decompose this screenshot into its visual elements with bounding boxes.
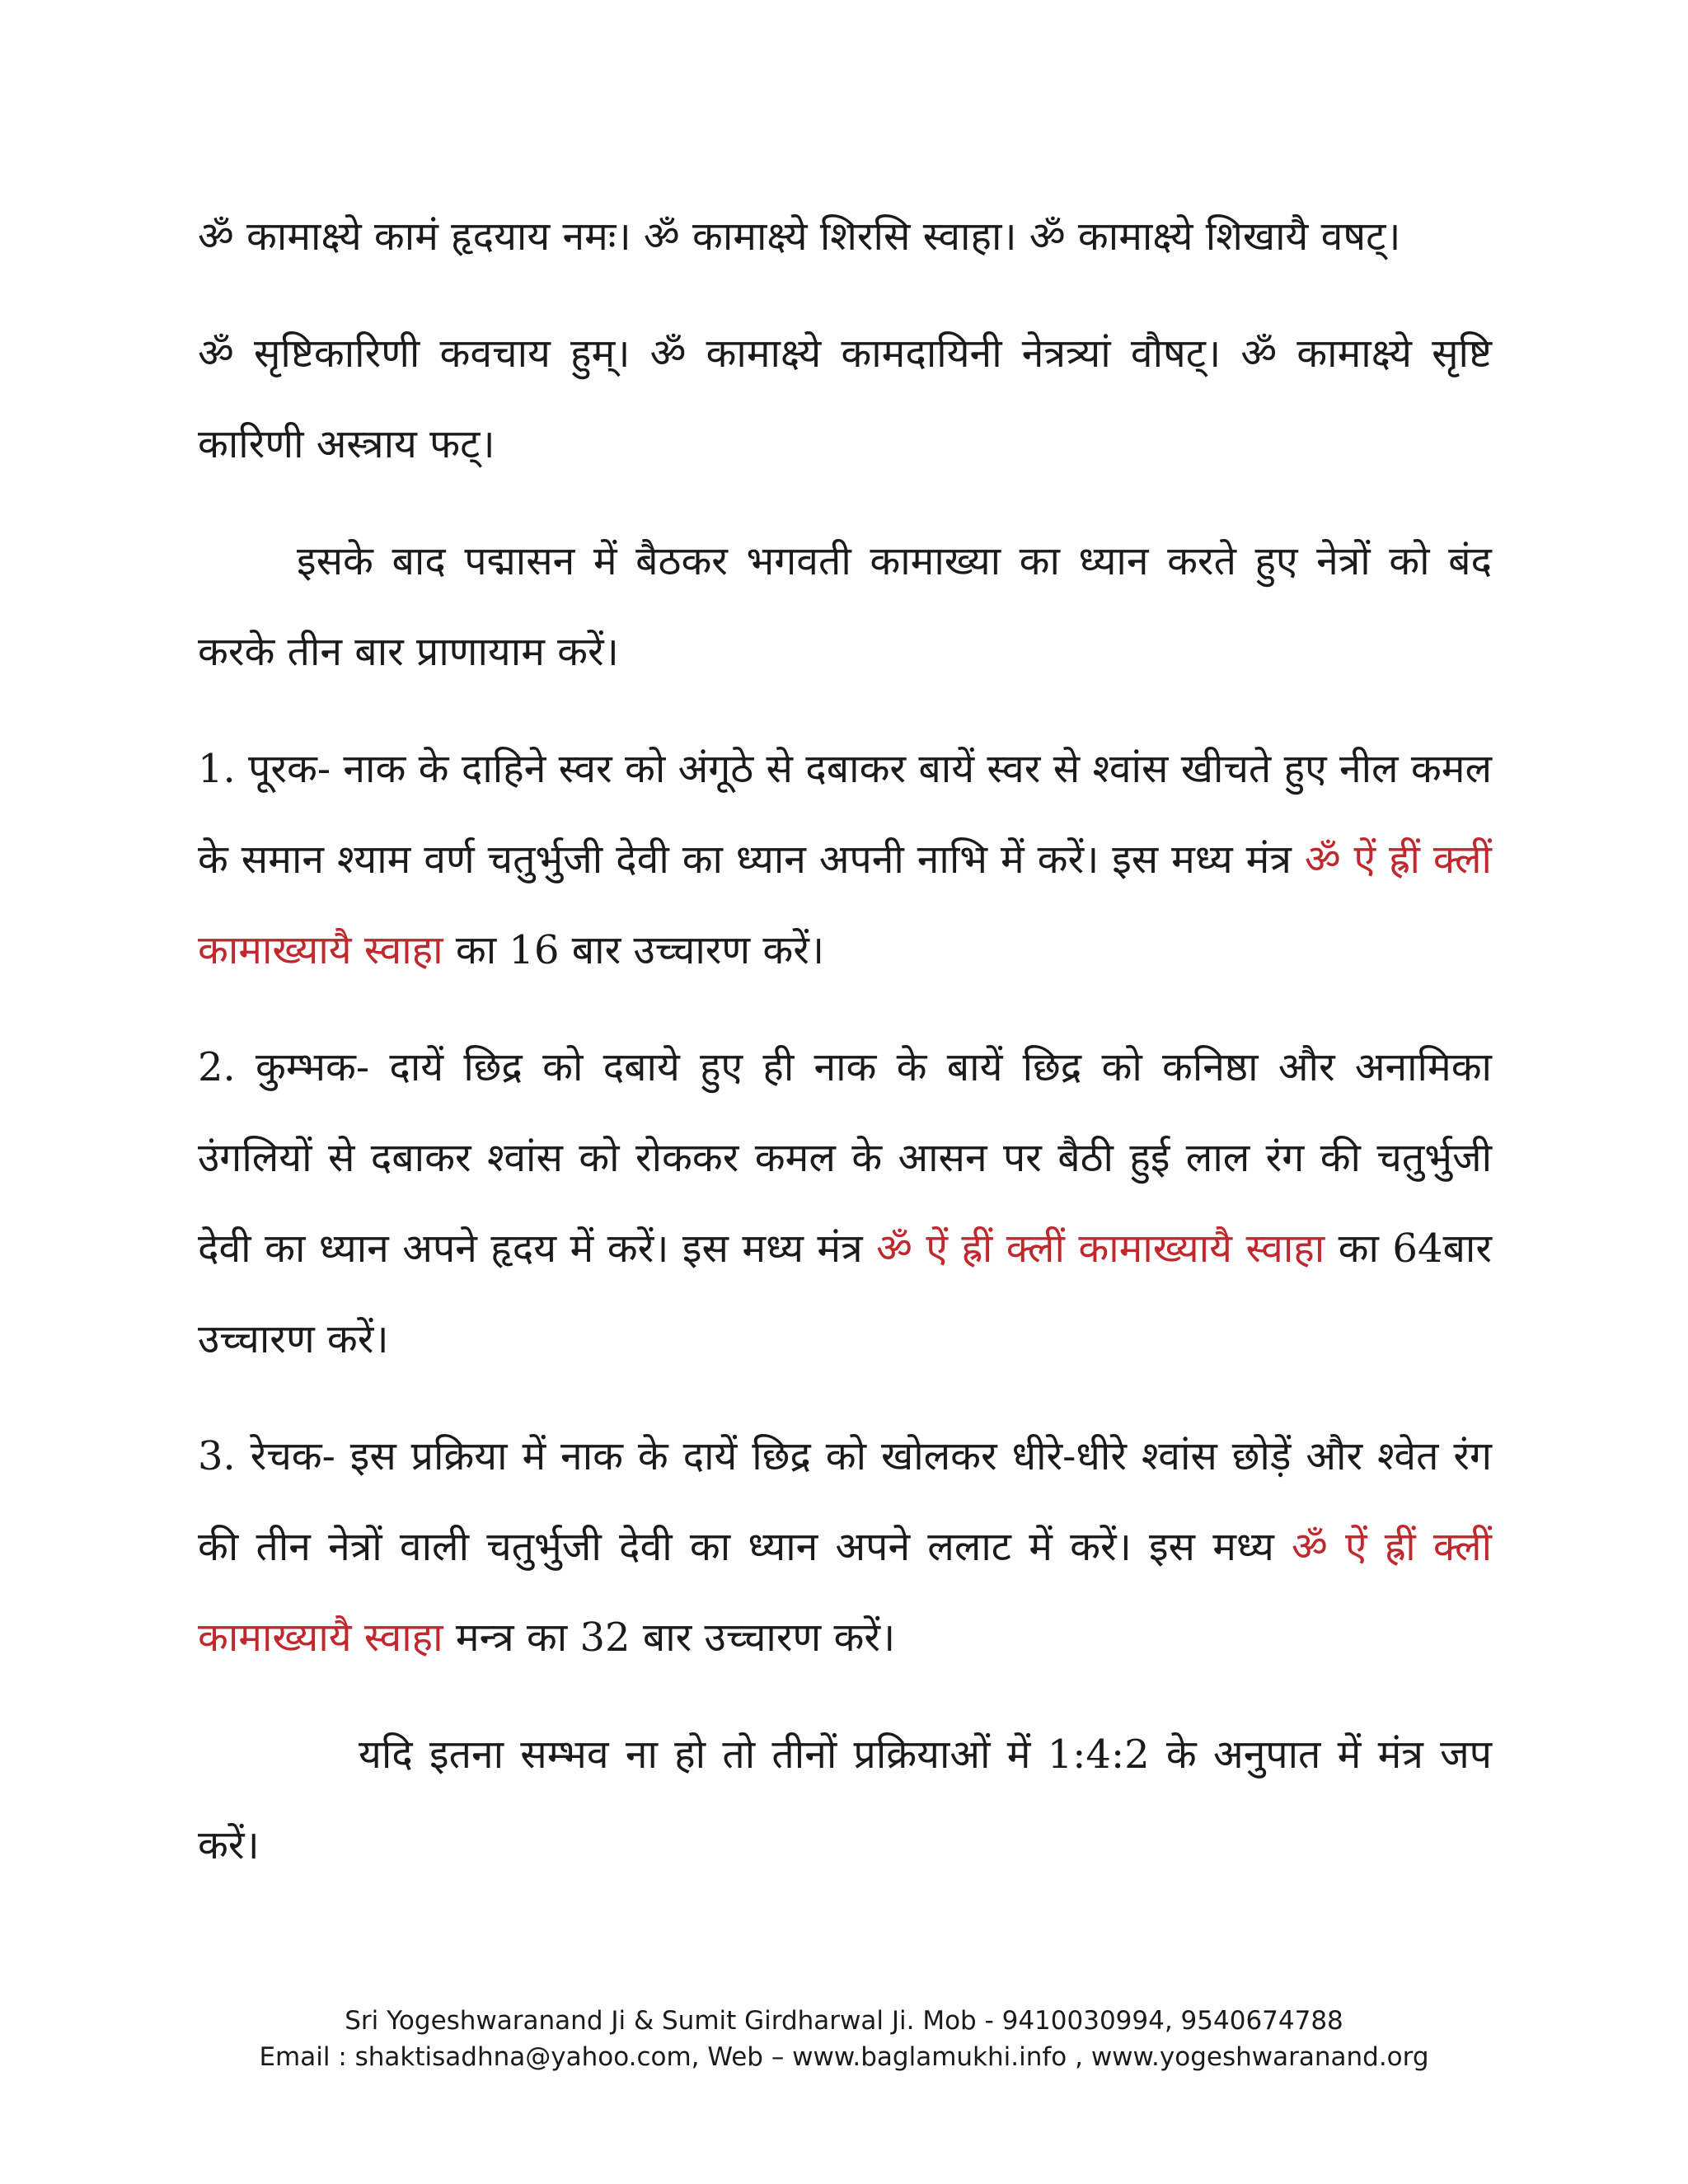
paragraph-kumbhaka bbox=[198, 1022, 1492, 1385]
footer-web-line: Email : shaktisadhna@yahoo.com, Web – www.baglamukhi.info , www.yogeshwaranand.org bbox=[259, 2042, 1429, 2072]
paragraph-kavacha: ॐ सृष्टिकारिणी कवचाय हुम्। ॐ कामाक्ष्ये कामदायिनी नेत्रत्र्यां वौषट्। ॐ कामाक्ष्ये सृष्टि कारिणी अस्त्राय फट्। bbox=[198, 330, 1492, 467]
kumbhaka-count: का 64बार उच्चारण करें। bbox=[198, 1226, 1492, 1362]
puraka-text: 1. पूरक- नाक के दाहिने स्वर को अंगूठे से दबाकर बायें स्वर से श्वांस खीचते हुए नील कमल के समान श्याम वर्ण चतुर्भुजी देवी का ध्यान अपनी नाभि में करें। इस मध्य मंत्र bbox=[198, 746, 1493, 883]
rechaka-mantra: ॐ ऐं ह्रीं क्लीं कामाख्यायै स्वाहा bbox=[198, 1524, 1492, 1661]
footer-contact-line: Sri Yogeshwaranand Ji & Sumit Girdharwal Ji. Mob - 9410030994, 9540674788 bbox=[345, 2006, 1343, 2036]
paragraph-puraka bbox=[198, 724, 1492, 996]
kumbhaka-mantra: ॐ ऐं ह्रीं क्लीं कामाख्यायै स्वाहा bbox=[876, 1226, 1325, 1272]
rechaka-text: 3. रेचक- इस प्रक्रिया में नाक के दायें छिद्र को खोलकर धीरे-धीरे श्वांस छोड़ें और श्वेत रंग की तीन नेत्रों वाली चतुर्भुजी देवी का ध्यान अपने ललाट में करें। इस मध्य bbox=[198, 1433, 1492, 1570]
paragraph-pranayama-intro: इसके बाद पद्मासन में बैठकर भगवती कामाख्या का ध्यान करते हुए नेत्रों को बंद करके तीन बार प्राणायाम करें। bbox=[198, 538, 1492, 675]
page-footer bbox=[0, 2003, 1688, 2075]
paragraph-anganyasa: ॐ कामाक्ष्ये कामं हृदयाय नमः। ॐ कामाक्ष्ये शिरसि स्वाहा। ॐ कामाक्ष्ये शिखायै वषट्। bbox=[198, 213, 1401, 260]
puraka-mantra: ॐ ऐं ह्रीं क्लीं कामाख्यायै स्वाहा bbox=[198, 837, 1492, 973]
kumbhaka-text: 2. कुम्भक- दायें छिद्र को दबाये हुए ही नाक के बायें छिद्र को कनिष्ठा और अनामिका उंगलियों से दबाकर श्वांस को रोककर कमल के आसन पर बैठी हुई लाल रंग की चतुर्भुजी देवी का ध्यान अपने हृदय में करें। इस मध्य मंत्र bbox=[198, 1044, 1492, 1272]
document-body bbox=[198, 191, 1492, 1917]
paragraph-rechaka bbox=[198, 1411, 1492, 1683]
puraka-count: का 16 बार उच्चारण करें। bbox=[443, 927, 825, 973]
rechaka-count: मन्त्र का 32 बार उच्चारण करें। bbox=[443, 1615, 896, 1661]
paragraph-ratio-note: यदि इतना सम्भव ना हो तो तीनों प्रक्रियाओं में 1:4:2 के अनुपात में मंत्र जप करें। bbox=[198, 1732, 1492, 1868]
